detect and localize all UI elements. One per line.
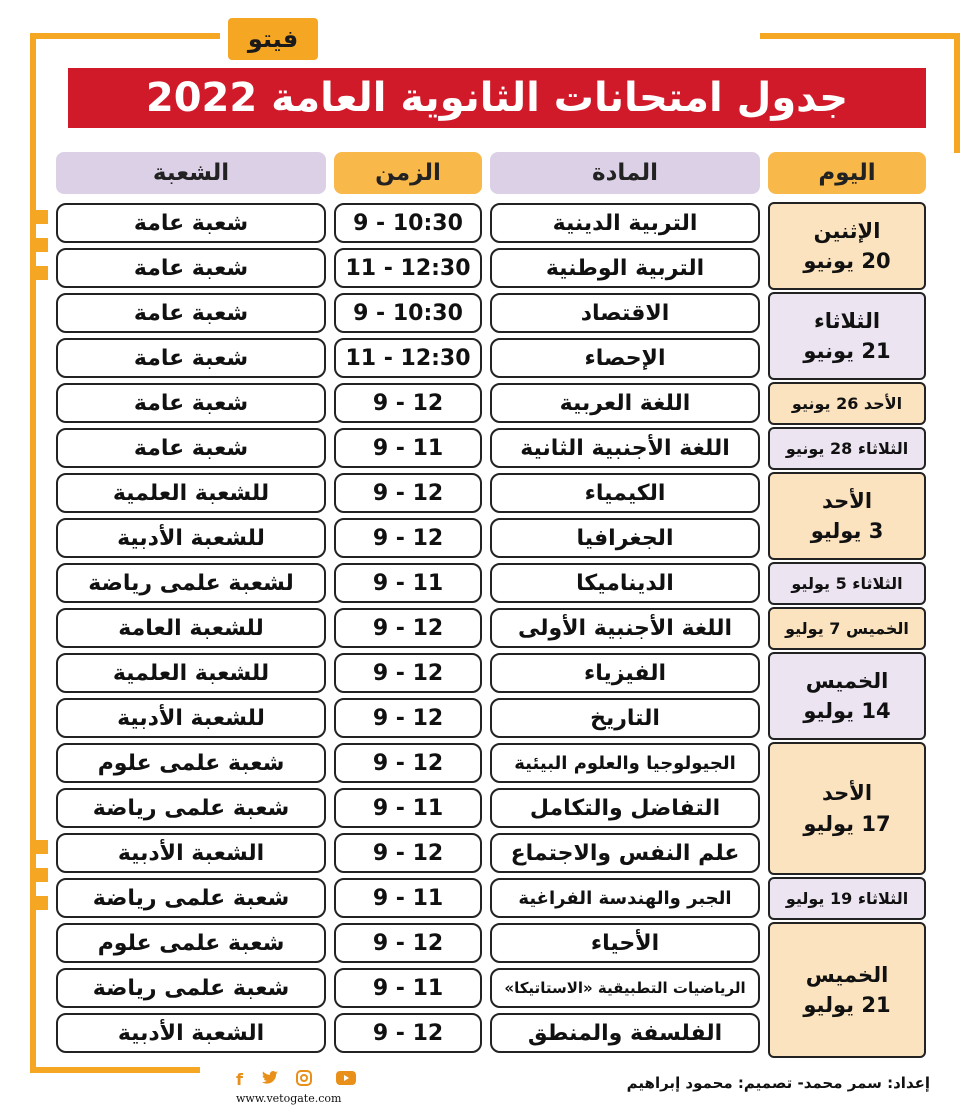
time-cell: 9 - 12 — [334, 473, 482, 513]
division-cell: الشعبة الأدبية — [56, 833, 326, 873]
subject-cell: اللغة العربية — [490, 383, 760, 423]
header-time: الزمن — [334, 152, 482, 194]
subject-cell: الرياضيات التطبيقية «الاستاتيكا» — [490, 968, 760, 1008]
frame-right-top-bar — [760, 33, 960, 39]
division-cell: للشعبة الأدبية — [56, 698, 326, 738]
division-cell: للشعبة العامة — [56, 608, 326, 648]
frame-tick — [30, 238, 48, 252]
subject-cell: الإحصاء — [490, 338, 760, 378]
credits-text: إعداد: سمر محمد- تصميم: محمود إبراهيم — [626, 1074, 930, 1092]
time-cell: 9 - 12 — [334, 383, 482, 423]
day-cell: الخميس 7 يوليو — [768, 607, 926, 650]
header-subject: المادة — [490, 152, 760, 194]
frame-tick — [30, 896, 48, 910]
day-cell: الأحد 26 يونيو — [768, 382, 926, 425]
frame-top-bar — [30, 33, 220, 39]
day-cell: الثلاثاء 5 يوليو — [768, 562, 926, 605]
day-cell: الثلاثاء 19 يوليو — [768, 877, 926, 920]
day-cell: الثلاثاء 28 يونيو — [768, 427, 926, 470]
time-cell: 9 - 11 — [334, 428, 482, 468]
time-cell: 9 - 12 — [334, 743, 482, 783]
frame-right-bar — [954, 33, 960, 153]
facebook-icon[interactable]: f — [236, 1070, 243, 1089]
time-cell: 9 - 11 — [334, 563, 482, 603]
frame-tick — [30, 210, 48, 224]
frame-left-bar — [30, 33, 36, 1073]
brand-logo-text: فيتو — [247, 25, 299, 53]
frame-tick — [30, 868, 48, 882]
day-cell: الإثنين 20 يونيو — [768, 202, 926, 290]
frame-bottom-bar — [30, 1067, 200, 1073]
subject-cell: علم النفس والاجتماع — [490, 833, 760, 873]
subject-cell: الأحياء — [490, 923, 760, 963]
subject-cell: الجيولوجيا والعلوم البيئية — [490, 743, 760, 783]
page-title: جدول امتحانات الثانوية العامة 2022 — [145, 75, 849, 121]
division-cell: شعبة عامة — [56, 428, 326, 468]
subject-cell: الجبر والهندسة الفراغية — [490, 878, 760, 918]
time-cell: 11 - 12:30 — [334, 248, 482, 288]
division-cell: شعبة عامة — [56, 338, 326, 378]
division-cell: للشعبة الأدبية — [56, 518, 326, 558]
subject-cell: التفاضل والتكامل — [490, 788, 760, 828]
subject-cell: الاقتصاد — [490, 293, 760, 333]
division-cell: شعبة علمى رياضة — [56, 968, 326, 1008]
division-cell: شعبة عامة — [56, 293, 326, 333]
subject-cell: الجغرافيا — [490, 518, 760, 558]
time-cell: 9 - 10:30 — [334, 203, 482, 243]
header-division: الشعبة — [56, 152, 326, 194]
division-cell: شعبة علمى رياضة — [56, 788, 326, 828]
youtube-icon[interactable] — [336, 1070, 356, 1089]
time-cell: 9 - 12 — [334, 833, 482, 873]
division-cell: للشعبة العلمية — [56, 653, 326, 693]
division-cell: للشعبة العلمية — [56, 473, 326, 513]
division-cell: شعبة عامة — [56, 383, 326, 423]
time-cell: 9 - 12 — [334, 653, 482, 693]
subject-cell: التربية الدينية — [490, 203, 760, 243]
time-cell: 9 - 10:30 — [334, 293, 482, 333]
subject-cell: التاريخ — [490, 698, 760, 738]
time-cell: 9 - 11 — [334, 788, 482, 828]
division-cell: شعبة علمى علوم — [56, 923, 326, 963]
website-url[interactable]: www.vetogate.com — [236, 1092, 342, 1105]
division-cell: شعبة علمى علوم — [56, 743, 326, 783]
division-cell: الشعبة الأدبية — [56, 1013, 326, 1053]
subject-cell: اللغة الأجنبية الثانية — [490, 428, 760, 468]
day-cell: الأحد 3 يوليو — [768, 472, 926, 560]
time-cell: 9 - 11 — [334, 968, 482, 1008]
division-cell: شعبة عامة — [56, 203, 326, 243]
frame-tick — [30, 266, 48, 280]
title-banner — [68, 68, 926, 128]
time-cell: 9 - 12 — [334, 698, 482, 738]
subject-cell: الكيمياء — [490, 473, 760, 513]
division-cell: لشعبة علمى رياضة — [56, 563, 326, 603]
division-cell: شعبة عامة — [56, 248, 326, 288]
subject-cell: اللغة الأجنبية الأولى — [490, 608, 760, 648]
frame-tick — [30, 840, 48, 854]
day-cell: الثلاثاء 21 يونيو — [768, 292, 926, 380]
day-cell: الأحد 17 يوليو — [768, 742, 926, 875]
subject-cell: الفيزياء — [490, 653, 760, 693]
subject-cell: الفلسفة والمنطق — [490, 1013, 760, 1053]
day-cell: الخميس 14 يوليو — [768, 652, 926, 740]
brand-logo — [228, 18, 318, 60]
time-cell: 9 - 12 — [334, 518, 482, 558]
header-day: اليوم — [768, 152, 926, 194]
instagram-icon[interactable] — [296, 1070, 312, 1090]
time-cell: 9 - 12 — [334, 1013, 482, 1053]
twitter-icon[interactable] — [262, 1070, 278, 1089]
time-cell: 11 - 12:30 — [334, 338, 482, 378]
time-cell: 9 - 12 — [334, 923, 482, 963]
subject-cell: الديناميكا — [490, 563, 760, 603]
day-cell: الخميس 21 يوليو — [768, 922, 926, 1058]
time-cell: 9 - 12 — [334, 608, 482, 648]
time-cell: 9 - 11 — [334, 878, 482, 918]
division-cell: شعبة علمى رياضة — [56, 878, 326, 918]
subject-cell: التربية الوطنية — [490, 248, 760, 288]
